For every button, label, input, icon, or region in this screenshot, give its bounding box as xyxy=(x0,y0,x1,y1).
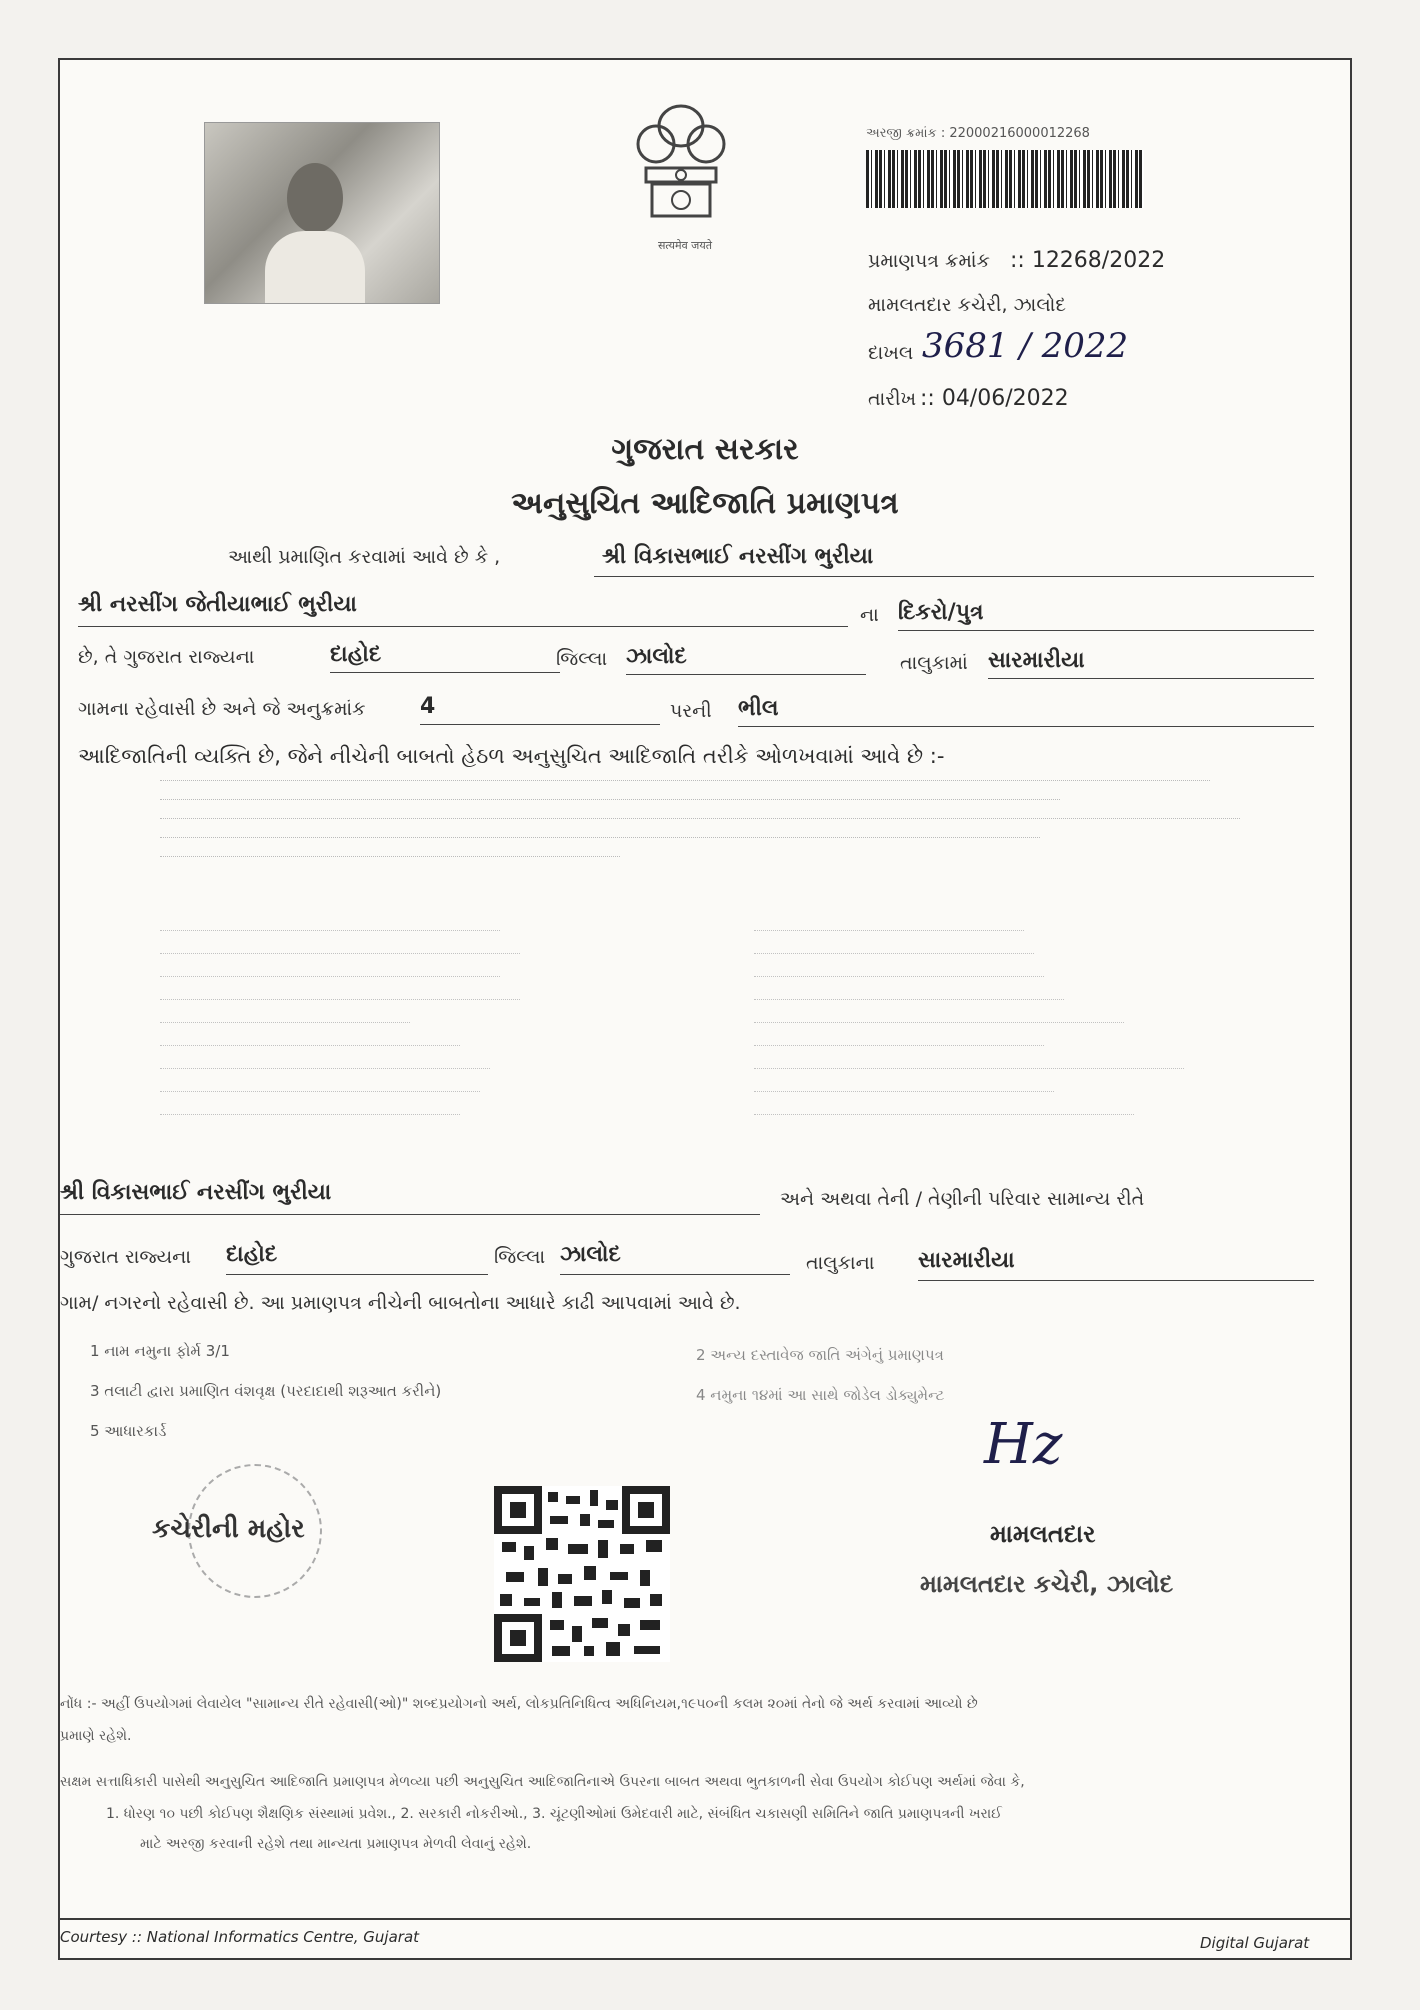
inward-label: દાખલ xyxy=(868,342,914,364)
note-4: માટે અરજી કરવાની રહેશે તથા માન્યતા પ્રમાણપત્ર મેળવી લેવાનું રહેશે. xyxy=(140,1836,532,1852)
signatory-designation: મામલતદાર xyxy=(990,1520,1096,1548)
document-3: 3 તલાટી દ્વારા પ્રમાણિત વંશવૃક્ષ (પરદાદાથી શરૂઆત કરીને) xyxy=(90,1382,442,1400)
issuing-office: મામલતદાર કચેરી, ઝાલોદ xyxy=(868,294,1067,316)
note-1b: પ્રમાણે રહેશે. xyxy=(60,1728,132,1744)
taluka-label: તાલુકામાં xyxy=(900,652,968,674)
certificate-page xyxy=(58,58,1352,1960)
note-2: સક્ષમ સત્તાધિકારી પાસેથી અનુસુચિત આદિજાતિ પ્રમાણપત્ર મેળવ્યા પછી અનુસુચિત આદિજાતિનાએ ઉપરના બાબત અથવા ભુતકાળની સેવા ઉપયોગ કોઈપણ અર્થમાં જેવા કે, xyxy=(60,1774,1025,1790)
emblem-caption: सत्यमेव जयते xyxy=(657,239,712,252)
national-emblem-icon xyxy=(626,96,736,246)
office-seal-text: કચેરીની મહોર xyxy=(152,1514,305,1544)
signatory-office: મામલતદાર કચેરી, ઝાલોદ xyxy=(920,1570,1174,1598)
note-3: 1. ધોરણ ૧૦ પછી કોઈપણ શૈક્ષણિક સંસ્થામાં પ્રવેશ., 2. સરકારી નોકરીઓ., 3. ચૂંટણીઓમાં ઉમેદવારી માટે, સંબંધિત ચકાસણી સમિતિને જાતિ પ્રમાણપત્રની ખરાઈ xyxy=(106,1806,1002,1822)
caste-label: પરની xyxy=(670,700,712,722)
village-name-2: દાહોદ xyxy=(226,1242,278,1267)
taluka-label-2: તાલુકાના xyxy=(806,1252,875,1274)
qr-code xyxy=(494,1486,670,1662)
relation-prefix: ના xyxy=(860,604,879,626)
family-text: અને અથવા તેની / તેણીની પરિવાર સામાન્ય રીતે xyxy=(780,1188,1145,1210)
footer-brand: Digital Gujarat xyxy=(1200,1934,1310,1952)
basis-text: ગામ/ નગરનો રહેવાસી છે. આ પ્રમાણપત્ર નીચેની બાબતોના આધારે કાઢી આપવામાં આવે છે. xyxy=(60,1292,741,1314)
declaration-text: આદિજાતિની વ્યક્તિ છે, જેને નીચેની બાબતો હેઠળ અનુસુચિત આદિજાતિ તરીકે ઓળખવામાં આવે છે :- xyxy=(78,744,945,768)
relation: દિકરો/પુત્ર xyxy=(898,600,984,625)
application-number: અરજી ક્રમાંક : 22000216000012268 xyxy=(866,126,1090,141)
date-label: તારીખ xyxy=(868,388,917,410)
footer-courtesy: Courtesy :: National Informatics Centre, Gujarat xyxy=(60,1928,420,1946)
document-5: 5 આધારકાર્ડ xyxy=(90,1422,167,1440)
legal-references xyxy=(160,772,1240,861)
district-label-2: જિલ્લા xyxy=(494,1246,546,1268)
note-1: નોંધ :- અહીં ઉપયોગમાં લેવાયેલ "સામાન્ય રીતે રહેવાસી(ઓ)" શબ્દપ્રયોગનો અર્થ, લોકપ્રતિનિધિત્વ અધિનિયમ,૧૯૫૦ની કલમ ૨૦માં તેનો જે અર્થ કરવામાં આવ્યો છે xyxy=(60,1696,978,1712)
district-name-2: ઝાલોદ xyxy=(560,1242,621,1267)
resident-text: ગામના રહેવાસી છે અને જે અનુક્રમાંક xyxy=(78,698,366,720)
certificate-number: :: 12268/2022 xyxy=(1010,248,1166,273)
document-1: 1 નામ નમુના ફોર્મ 3/1 xyxy=(90,1342,230,1360)
taluka-name-2: સારમારીયા xyxy=(918,1248,1015,1273)
inward-number: 3681 / 2022 xyxy=(922,326,1129,366)
caste-name: ભીલ xyxy=(738,696,779,721)
serial-number: 4 xyxy=(420,694,436,719)
certificate-number-label: પ્રમાણપત્ર ક્રમાંક xyxy=(868,250,990,272)
holder-name-2: શ્રી વિકાસભાઈ નરસીંગ ભુરીયા xyxy=(60,1180,332,1205)
legal-references-right xyxy=(754,930,1184,1115)
barcode xyxy=(866,150,1144,208)
village-name: દાહોદ xyxy=(330,642,382,667)
state-text-2: ગુજરાત રાજ્યના xyxy=(60,1246,191,1268)
footer-divider xyxy=(60,1918,1350,1920)
document-2: 2 અન્ય દસ્તાવેજ જાતિ અંગેનું પ્રમાણપત્ર xyxy=(696,1346,944,1364)
applicant-photo xyxy=(204,122,440,304)
certify-text: આથી પ્રમાણિત કરવામાં આવે છે કે , xyxy=(228,546,501,568)
document-4: 4 નમુના ૧૪માં આ સાથે જોડેલ ડોક્યુમેન્ટ xyxy=(696,1386,945,1404)
holder-name: શ્રી વિકાસભાઈ નરસીંગ ભુરીયા xyxy=(602,544,874,569)
government-title: ગુજરાત સરકાર xyxy=(611,432,799,467)
taluka-name: સારમારીયા xyxy=(988,648,1085,673)
legal-references-left xyxy=(160,930,520,1115)
signature-mark: Hz xyxy=(984,1412,1063,1477)
district-label: જિલ્લા xyxy=(556,648,608,670)
state-text: છે, તે ગુજરાત રાજ્યના xyxy=(78,646,255,668)
issue-date: :: 04/06/2022 xyxy=(920,386,1069,411)
district-name: ઝાલોદ xyxy=(626,644,687,669)
certificate-title: અનુસુચિત આદિજાતિ પ્રમાણપત્ર xyxy=(511,486,899,521)
father-name: શ્રી નરસીંગ જેતીયાભાઈ ભુરીયા xyxy=(78,592,357,617)
